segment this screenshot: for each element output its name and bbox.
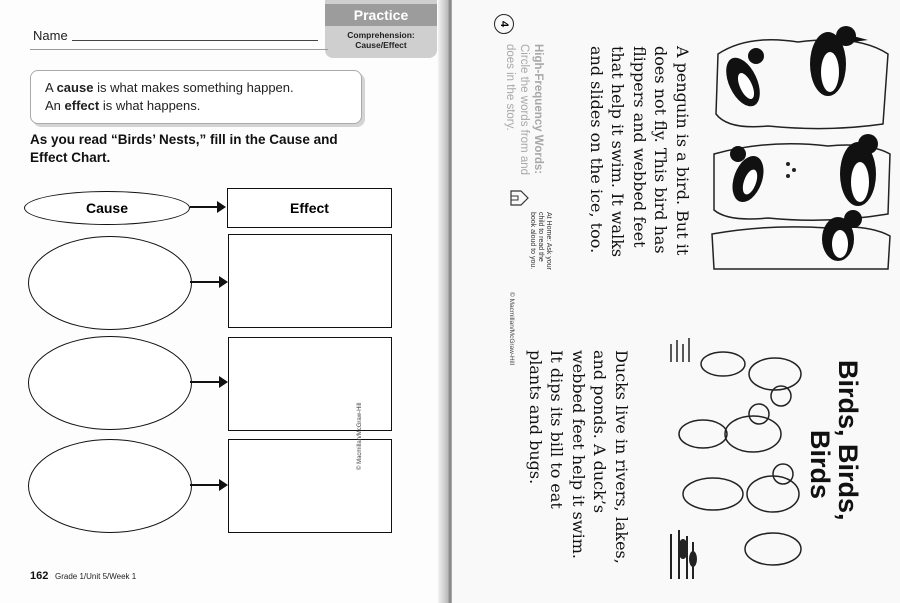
effect-header: Effect — [227, 188, 392, 228]
hfw-title: High-Frequency Words: — [532, 44, 544, 175]
duck-line-5: plants and bugs. — [526, 350, 545, 485]
worksheet-page — [0, 0, 448, 603]
home-note-line-1: At Home: Ask your — [545, 212, 552, 270]
cause-def-pre: A — [45, 80, 57, 95]
penguin-illustration — [708, 14, 893, 274]
duck-line-2: and ponds. A duck’s — [590, 350, 610, 514]
cause-definition — [45, 80, 294, 95]
instruction-line-2: Effect Chart. — [30, 150, 111, 165]
cause-def-post: is what makes something happen. — [93, 80, 294, 95]
effect-definition — [45, 98, 200, 113]
header-divider — [30, 49, 328, 50]
comprehension-line: Comprehension: — [347, 30, 415, 40]
effect-box-3[interactable] — [228, 439, 392, 533]
penguin-line-3: flippers and webbed feet — [630, 46, 649, 248]
house-icon — [510, 190, 530, 206]
practice-label: Practice — [325, 4, 437, 26]
header-arrow — [190, 206, 218, 208]
side-copyright: © Macmillan/McGraw-Hill — [357, 402, 363, 470]
hfw-line-2: does in the story. — [504, 44, 516, 131]
high-frequency-words — [503, 44, 545, 175]
duck-paragraph — [525, 350, 633, 564]
practice-tab — [325, 0, 437, 58]
penguin-line-4: that help it swim. It walks — [608, 46, 628, 258]
at-home-note — [528, 212, 552, 270]
name-write-line[interactable] — [72, 40, 318, 41]
arrow-2 — [190, 381, 220, 383]
story-page-number: 4 — [494, 14, 514, 34]
effect-box-2[interactable] — [228, 337, 392, 431]
instructions — [30, 131, 370, 167]
cause-def-word: cause — [56, 80, 94, 95]
grade-label: Grade 1/Unit 5/Week 1 — [55, 572, 137, 581]
effect-box-1[interactable] — [228, 234, 392, 328]
arrow-1 — [190, 281, 220, 283]
cause-oval-2[interactable] — [28, 336, 192, 430]
home-note-line-3: book aloud to you. — [529, 212, 536, 270]
duck-illustration — [663, 334, 815, 584]
hfw-line-1: Circle the words from and — [518, 44, 530, 176]
story-title — [806, 360, 862, 521]
definition-box — [30, 70, 362, 124]
effect-def-pre: An — [45, 98, 65, 113]
name-label: Name — [33, 28, 68, 43]
cause-oval-3[interactable] — [28, 439, 192, 533]
home-note-line-2: child to read the — [537, 212, 544, 262]
title-line-2: Birds — [805, 430, 835, 500]
title-line-1: Birds, Birds, — [833, 360, 863, 521]
duck-line-4: It dips its bill to eat — [547, 350, 567, 509]
penguin-line-1: A penguin is a bird. But it — [673, 46, 692, 256]
cause-effect-line: Cause/Effect — [355, 40, 407, 50]
cause-header: Cause — [24, 191, 190, 225]
duck-line-3: webbed feet help it swim. — [569, 350, 588, 559]
penguin-line-5: and slides on the ice, too. — [587, 46, 606, 254]
effect-def-post: is what happens. — [99, 98, 201, 113]
story-copyright: © Macmillan/McGraw-Hill — [508, 292, 515, 366]
duck-line-1: Ducks live in rivers, lakes, — [612, 350, 631, 564]
penguin-paragraph — [586, 46, 694, 257]
instruction-line-1: As you read “Birds’ Nests,” fill in the Cause and — [30, 132, 338, 147]
penguin-line-2: does not fly. This bird has — [651, 46, 671, 254]
page-number: 162 — [30, 570, 49, 582]
comprehension-label — [325, 30, 437, 50]
arrow-3 — [190, 484, 220, 486]
cause-oval-1[interactable] — [28, 236, 192, 330]
effect-def-word: effect — [64, 98, 100, 113]
